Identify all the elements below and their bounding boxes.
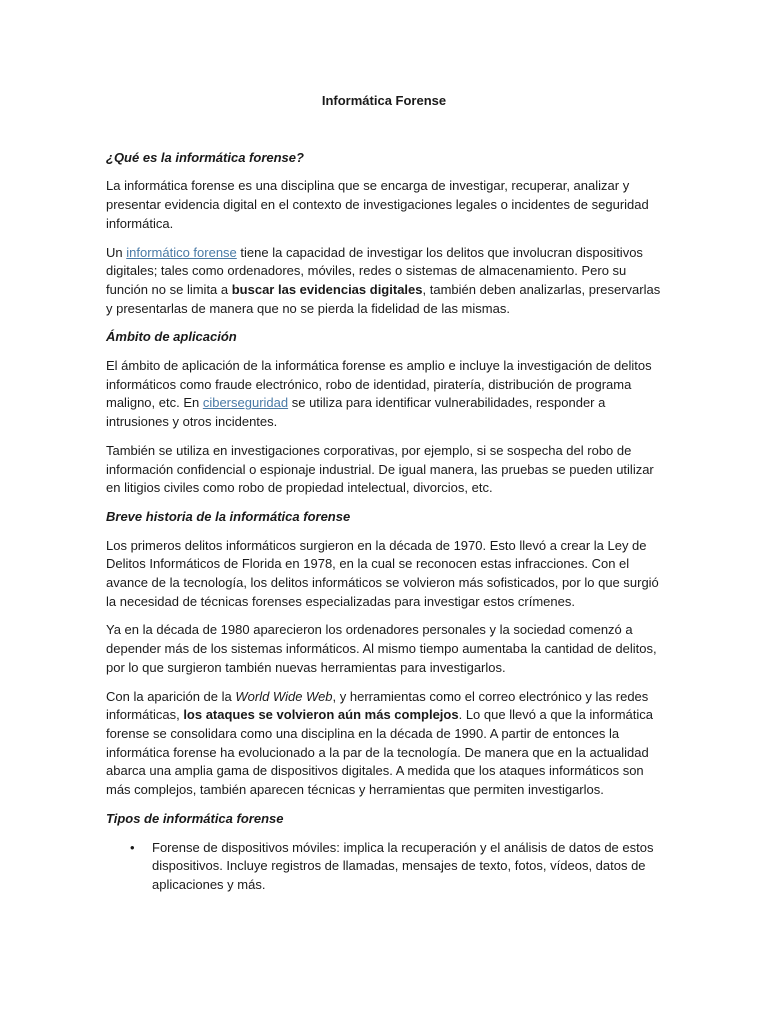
list-item: • Forense de dispositivos móviles: implica la recuperación y el análisis de datos de estos dispositivos. Incluye registros de llamadas, mensajes de texto, fotos, vídeos, datos de aplicaciones y más.: [152, 839, 662, 895]
text-run: tiene la capacidad de investigar los delitos que involucran dispositivos digitales; tales como ordenadores, móviles, redes o sistemas de almacenamiento. Pero su función no se limita a: [106, 244, 643, 297]
bold-text: los ataques se volvieron aún más complejos: [183, 707, 459, 723]
italic-text: World Wide Web: [235, 688, 333, 704]
text-run: se utiliza para identificar vulnerabilidades, responder a intrusiones y otros incidentes.: [106, 395, 606, 430]
document-title: Informática Forense: [321, 93, 447, 108]
section-heading-ambito: Ámbito de aplicación: [106, 329, 237, 345]
ciberseguridad-link[interactable]: ciberseguridad: [202, 395, 289, 411]
paragraph: Ya en la década de 1980 aparecieron los ordenadores personales y la sociedad comenzó a depender más de los sistemas informáticos. Al mismo tiempo aumentaba la cantidad de delitos, por lo que surgieron también nuevas herramientas para investigarlos.: [106, 622, 657, 675]
section-heading-que-es: ¿Qué es la informática forense?: [106, 149, 304, 165]
text-run: . Lo que llevó a que la informática forense se consolidara como una disciplina en la década de 1990. A partir de entonces la informática forense ha evolucionado a la par de la tecnología. De manera que en la actualidad abarca una amplia gama de dispositivos digitales. A medida que los ataques informáticos son más complejos, también aparecen técnicas y herramientas que permiten investigarlos.: [106, 707, 653, 798]
paragraph: La informática forense es una disciplina que se encarga de investigar, recuperar, analizar y presentar evidencia digital en el contexto de investigaciones legales o incidentes de seguridad informática.: [106, 178, 649, 231]
paragraph: [106, 357, 662, 432]
text-run: , también deben analizarlas, preservarlas y presentarlas de manera que no se pierda la fidelidad de las mismas.: [106, 281, 661, 316]
bold-text: buscar las evidencias digitales: [231, 281, 423, 297]
section-heading-tipos: Tipos de informática forense: [106, 810, 284, 826]
types-list: [106, 839, 662, 895]
text-run: El ámbito de aplicación de la informática forense es amplio e incluye la investigación de delitos informáticos como fraude electrónico, robo de identidad, piratería, distribución de programa maligno, etc. En: [106, 358, 652, 411]
informatico-forense-link[interactable]: informático forense: [126, 244, 237, 260]
paragraph: Los primeros delitos informáticos surgieron en la década de 1970. Esto llevó a crear la Ley de Delitos Informáticos de Florida en 1978, en la cual se reconocen estas infracciones. Con el avance de la tecnología, los delitos informáticos se volvieron más sofisticados, por lo que surgió la necesidad de técnicas forenses especializadas para investigar estos crímenes.: [106, 537, 659, 609]
text-run: , y herramientas como el correo electrónico y las redes informáticas,: [106, 688, 649, 723]
text-run: Un: [106, 244, 127, 260]
section-heading-historia: Breve historia de la informática forense: [106, 508, 351, 524]
paragraph: [106, 244, 662, 319]
paragraph: También se utiliza en investigaciones corporativas, por ejemplo, si se sospecha del robo de información confidencial o espionaje industrial. De igual manera, las pruebas se pueden utilizar en litigios civiles como robo de propiedad intelectual, divorcios, etc.: [106, 442, 654, 496]
paragraph: [106, 688, 662, 800]
text-run: Con la aparición de la: [106, 688, 236, 704]
